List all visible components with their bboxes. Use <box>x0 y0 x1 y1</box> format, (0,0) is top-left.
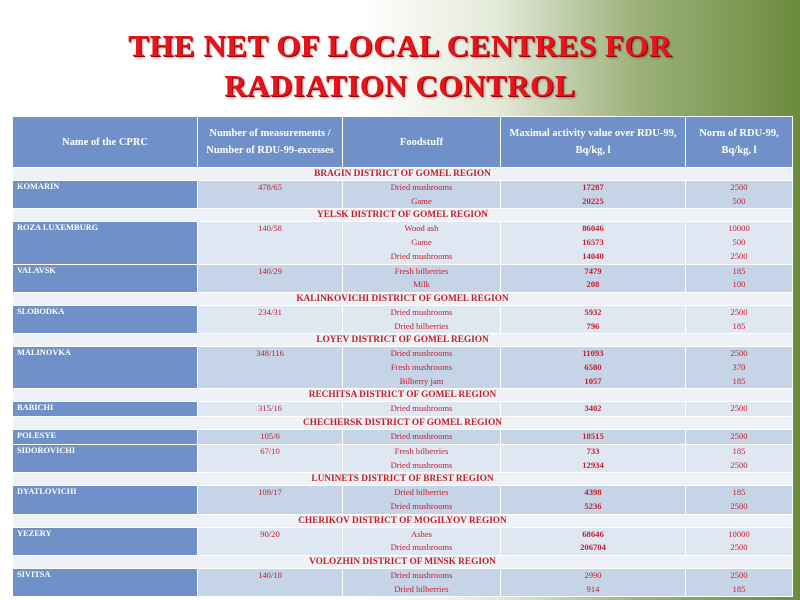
foodstuff-item: Dried mushrooms <box>390 250 453 261</box>
measurements-cell: 90/20 <box>198 527 343 555</box>
foodstuff-item: Dried bilberries <box>394 487 449 498</box>
measurements-cell: 140/58 <box>198 222 343 264</box>
foodstuff-item: Milk <box>413 279 430 290</box>
table-body <box>13 168 793 597</box>
measurements-cell: 315/16 <box>198 402 343 417</box>
norm-cell <box>686 305 793 333</box>
foodstuff-item: Dried bilberries <box>394 320 449 331</box>
norm-value: 100 <box>732 279 746 290</box>
centre-row <box>13 347 793 389</box>
foodstuff-item: Dried mushrooms <box>390 348 453 359</box>
max-activity-value: 6580 <box>584 362 602 373</box>
district-name: RECHITSA DISTRICT OF GOMEL REGION <box>13 389 793 402</box>
max-activity-cell <box>501 527 686 555</box>
max-activity-value: 3402 <box>584 403 602 414</box>
max-activity-value: 12934 <box>582 459 604 470</box>
norm-value: 500 <box>732 195 746 206</box>
foodstuff-cell <box>343 430 501 445</box>
centre-row <box>13 527 793 555</box>
max-activity-cell <box>501 402 686 417</box>
measurements-cell: 140/18 <box>198 569 343 597</box>
district-row <box>13 473 793 486</box>
max-activity-cell <box>501 444 686 472</box>
centre-name: BABICHI <box>13 402 198 417</box>
centre-row <box>13 569 793 597</box>
max-activity-value: 4398 <box>584 487 602 498</box>
norm-cell <box>686 264 793 292</box>
norm-value: 370 <box>732 362 746 373</box>
max-activity-cell <box>501 222 686 264</box>
norm-cell <box>686 430 793 445</box>
district-row <box>13 168 793 181</box>
foodstuff-item: Fresh bilberries <box>394 445 449 456</box>
district-name: LOYEV DISTRICT OF GOMEL REGION <box>13 334 793 347</box>
max-activity-value: 796 <box>586 320 600 331</box>
district-row <box>13 334 793 347</box>
norm-value: 2500 <box>730 459 748 470</box>
norm-value: 2500 <box>730 570 748 581</box>
max-activity-value: 206704 <box>580 542 606 553</box>
norm-cell <box>686 444 793 472</box>
norm-cell <box>686 569 793 597</box>
district-name: BRAGIN DISTRICT OF GOMEL REGION <box>13 168 793 181</box>
norm-value: 2500 <box>730 500 748 511</box>
foodstuff-cell <box>343 486 501 514</box>
foodstuff-item: Dried mushrooms <box>390 542 453 553</box>
centre-row <box>13 181 793 209</box>
norm-cell <box>686 347 793 389</box>
max-activity-cell <box>501 347 686 389</box>
norm-cell <box>686 486 793 514</box>
header-norm: Norm of RDU-99, Bq/kg, l <box>686 117 793 168</box>
max-activity-cell <box>501 264 686 292</box>
measurements-cell: 234/31 <box>198 305 343 333</box>
max-activity-value: 7479 <box>584 265 602 276</box>
norm-value: 185 <box>732 583 746 594</box>
norm-value: 2500 <box>730 431 748 442</box>
norm-cell <box>686 222 793 264</box>
centre-row <box>13 402 793 417</box>
max-activity-value: 914 <box>586 583 600 594</box>
max-activity-value: 20225 <box>582 195 604 206</box>
foodstuff-cell <box>343 181 501 209</box>
header-measurements: Number of measurements / Number of RDU-99-excesses <box>198 117 343 168</box>
norm-value: 185 <box>732 375 746 386</box>
centre-row <box>13 430 793 445</box>
header-foodstuff: Foodstuff <box>343 117 501 168</box>
measurements-cell: 348/116 <box>198 347 343 389</box>
district-name: VOLOZHIN DISTRICT OF MINSK REGION <box>13 556 793 569</box>
max-activity-cell <box>501 486 686 514</box>
max-activity-cell <box>501 181 686 209</box>
max-activity-cell <box>501 569 686 597</box>
foodstuff-item: Dried bilberries <box>394 583 449 594</box>
centre-name: POLESYE <box>13 430 198 445</box>
centre-name: SLOBODKA <box>13 305 198 333</box>
norm-value: 2500 <box>730 250 748 261</box>
foodstuff-cell <box>343 264 501 292</box>
title-line-2: RADIATION CONTROL <box>224 68 576 103</box>
foodstuff-cell <box>343 305 501 333</box>
measurements-cell: 140/29 <box>198 264 343 292</box>
max-activity-value: 1057 <box>584 375 602 386</box>
centre-row <box>13 222 793 264</box>
header-row <box>13 117 793 168</box>
centre-name: MALINOVKA <box>13 347 198 389</box>
district-name: KALINKOVICHI DISTRICT OF GOMEL REGION <box>13 292 793 305</box>
measurements-cell: 109/17 <box>198 486 343 514</box>
max-activity-value: 68646 <box>582 528 604 539</box>
foodstuff-item: Dried mushrooms <box>390 500 453 511</box>
cprc-table <box>12 116 793 597</box>
foodstuff-item: Ashes <box>410 528 432 539</box>
max-activity-value: 14040 <box>582 250 604 261</box>
max-activity-value: 17287 <box>582 182 604 192</box>
foodstuff-cell <box>343 222 501 264</box>
district-row <box>13 417 793 430</box>
district-name: LUNINETS DISTRICT OF BREST REGION <box>13 473 793 486</box>
foodstuff-cell <box>343 402 501 417</box>
district-row <box>13 209 793 222</box>
foodstuff-item: Game <box>411 195 432 206</box>
district-row <box>13 556 793 569</box>
centre-name: KOMARIN <box>13 181 198 209</box>
district-name: CHECHERSK DISTRICT OF GOMEL REGION <box>13 417 793 430</box>
foodstuff-item: Dried mushrooms <box>390 403 453 414</box>
max-activity-value: 5236 <box>584 500 602 511</box>
foodstuff-cell <box>343 527 501 555</box>
max-activity-value: 2990 <box>584 570 602 581</box>
measurements-cell: 478/65 <box>198 181 343 209</box>
norm-value: 185 <box>732 445 746 456</box>
centre-row <box>13 305 793 333</box>
centre-name: SIVITSA <box>13 569 198 597</box>
max-activity-cell <box>501 305 686 333</box>
foodstuff-item: Fresh bilberries <box>394 265 449 276</box>
norm-value: 500 <box>732 237 746 248</box>
centre-row <box>13 444 793 472</box>
max-activity-cell <box>501 430 686 445</box>
norm-value: 2500 <box>730 306 748 317</box>
max-activity-value: 18515 <box>582 431 604 442</box>
measurements-cell: 67/10 <box>198 444 343 472</box>
foodstuff-item: Bilberry jam <box>399 375 444 386</box>
foodstuff-item: Dried mushrooms <box>390 431 453 442</box>
norm-value: 10000 <box>728 528 750 539</box>
max-activity-value: 5932 <box>584 306 602 317</box>
norm-cell <box>686 402 793 417</box>
centre-name: VALAVSK <box>13 264 198 292</box>
max-activity-value: 16573 <box>582 237 604 248</box>
foodstuff-item: Wood ash <box>404 223 439 234</box>
norm-cell <box>686 527 793 555</box>
max-activity-value: 733 <box>586 445 600 456</box>
header-max-activity: Maximal activity value over RDU-99, Bq/kg, l <box>501 117 686 168</box>
title-line-1: THE NET OF LOCAL CENTRES FOR <box>128 28 672 63</box>
centre-row <box>13 486 793 514</box>
norm-value: 185 <box>732 265 746 276</box>
foodstuff-item: Dried mushrooms <box>390 306 453 317</box>
foodstuff-item: Dried mushrooms <box>390 459 453 470</box>
header-name: Name of the CPRC <box>13 117 198 168</box>
norm-value: 185 <box>732 487 746 498</box>
district-name: CHERIKOV DISTRICT OF MOGILYOV REGION <box>13 514 793 527</box>
norm-value: 10000 <box>728 223 750 234</box>
foodstuff-cell <box>343 569 501 597</box>
foodstuff-item: Dried mushrooms <box>390 570 453 581</box>
measurements-cell: 105/6 <box>198 430 343 445</box>
district-row <box>13 514 793 527</box>
foodstuff-cell <box>343 347 501 389</box>
district-row <box>13 292 793 305</box>
max-activity-value: 11093 <box>582 348 604 359</box>
district-name: YELSK DISTRICT OF GOMEL REGION <box>13 209 793 222</box>
centre-row <box>13 264 793 292</box>
centre-name: DYATLOVICHI <box>13 486 198 514</box>
centre-name: ROZA LUXEMBURG <box>13 222 198 264</box>
foodstuff-cell <box>343 444 501 472</box>
norm-value: 2500 <box>730 403 748 414</box>
norm-value: 2500 <box>730 182 748 192</box>
max-activity-value: 208 <box>586 279 600 290</box>
centre-name: YEZERY <box>13 527 198 555</box>
district-row <box>13 389 793 402</box>
max-activity-value: 86046 <box>582 223 604 234</box>
norm-value: 2500 <box>730 348 748 359</box>
foodstuff-item: Fresh mushrooms <box>390 362 453 373</box>
foodstuff-item: Dried mushrooms <box>390 182 453 192</box>
centre-name: SIDOROVICHI <box>13 444 198 472</box>
norm-value: 185 <box>732 320 746 331</box>
foodstuff-item: Game <box>411 237 432 248</box>
page-title <box>0 26 800 106</box>
norm-value: 2500 <box>730 542 748 553</box>
norm-cell <box>686 181 793 209</box>
